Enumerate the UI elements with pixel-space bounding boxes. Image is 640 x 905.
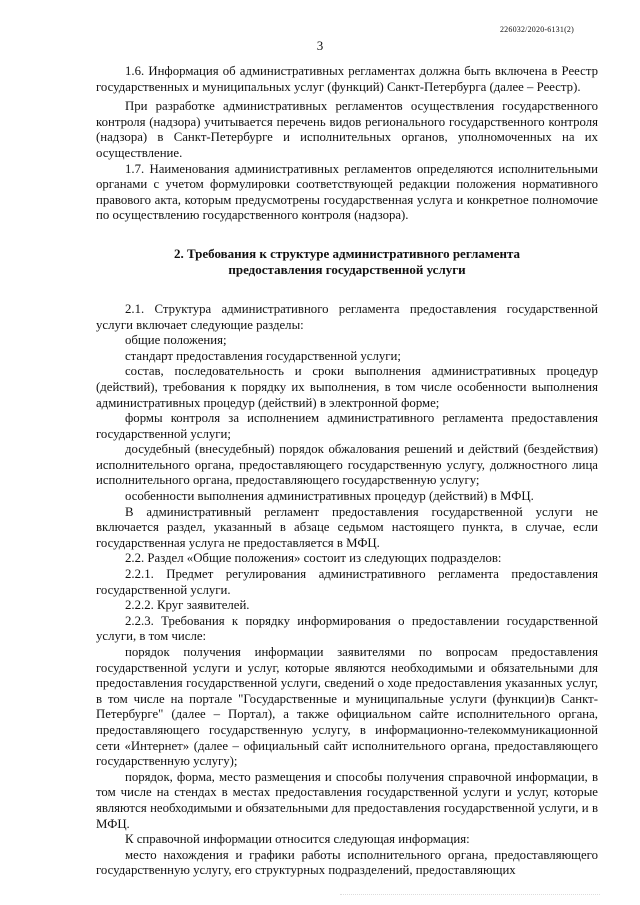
document-body: [96, 64, 598, 879]
paragraph: 2.1. Структура административного регламента предоставления государственной услуги включает следующие разделы:: [96, 301, 598, 332]
paragraph: 2.2.2. Круг заявителей.: [125, 598, 250, 613]
document-code: 226032/2020-6131(2): [499, 25, 574, 34]
section-title-line: 2. Требования к структуре административного регламента: [173, 245, 521, 261]
page-number: 3: [316, 38, 324, 53]
list-item: досудебный (внесудебный) порядок обжалования решений и действий (бездействия) исполнительного органа, предоставляющего государственную услугу, должностного лица исполнительного органа, предоставляющего государственную услугу;: [96, 442, 598, 488]
paragraph: порядок получения информации заявителями по вопросам предоставления государственной услуги и услуг, которые являются необходимыми и обязательными для предоставления государственной услуги, сведений о ходе предоставления указанных услуг, в том числе на портале "Государственные и муниципальные услуги (функции)в Санкт-Петербурге" (далее – Портал), а также официальном сайте исполнительного органа, предоставляющего государственную услугу, в информационно-телекоммуникационной сети «Интернет» (далее – официальный сайт исполнительного органа, предоставляющего государственную услугу);: [96, 645, 598, 769]
list-item: стандарт предоставления государственной услуги;: [125, 348, 401, 363]
paragraph: 2.2.1. Предмет регулирования административного регламента предоставления государственной услуги.: [96, 567, 598, 597]
paragraph: При разработке административных регламентов осуществления государственного контроля (надзора) учитывается перечень видов регионального государственного контроля (надзора) в Санкт-Петербурге и исполнительных органов, уполномоченных на их осуществление.: [96, 99, 598, 160]
paragraph: К справочной информации относится следующая информация:: [125, 832, 470, 847]
paragraph: 1.6. Информация об административных регламентах должна быть включена в Реестр государственных и муниципальных услуг (функций) Санкт-Петербурга (далее – Реестр).: [96, 64, 598, 94]
scan-artifact: [340, 894, 600, 899]
list-item: общие положения;: [125, 333, 227, 348]
section-title-line: предоставления государственной услуги: [228, 261, 466, 277]
paragraph: 1.7. Наименования административных регламентов определяются исполнительными органами с учетом формулировки соответствующей редакции положения нормативного правового акта, которым предусмотрены государственная услуга и конкретное полномочие по осуществлению государственного контроля (надзора).: [96, 161, 598, 223]
section-title: [96, 246, 598, 278]
list-item: особенности выполнения административных процедур (действий) в МФЦ.: [125, 489, 534, 504]
paragraph: место нахождения и графики работы исполнительного органа, предоставляющего государственную услугу, его структурных подразделений, предоставляющих: [96, 847, 598, 878]
list-item: состав, последовательность и сроки выполнения административных процедур (действий), требования к порядку их выполнения, в том числе особенности выполнения административных процедур (действий) в электронной форме;: [96, 364, 598, 410]
paragraph: 2.2.3. Требования к порядку информирования о предоставлении государственной услуги, в том числе:: [96, 613, 598, 644]
paragraph: порядок, форма, место размещения и способы получения справочной информации, в том числе на стендах в местах предоставления государственной услуги и услуг, которые являются необходимыми и обязательными для предоставления государственной услуги, и в МФЦ.: [96, 769, 598, 831]
list-item: формы контроля за исполнением административного регламента предоставления государственной услуги;: [96, 411, 598, 441]
paragraph: В административный регламент предоставления государственной услуги не включается раздел, указанный в абзаце седьмом настоящего пункта, в случае, если государственная услуга не предоставляется в МФЦ.: [96, 504, 598, 550]
paragraph: 2.2. Раздел «Общие положения» состоит из следующих подразделов:: [125, 551, 502, 566]
